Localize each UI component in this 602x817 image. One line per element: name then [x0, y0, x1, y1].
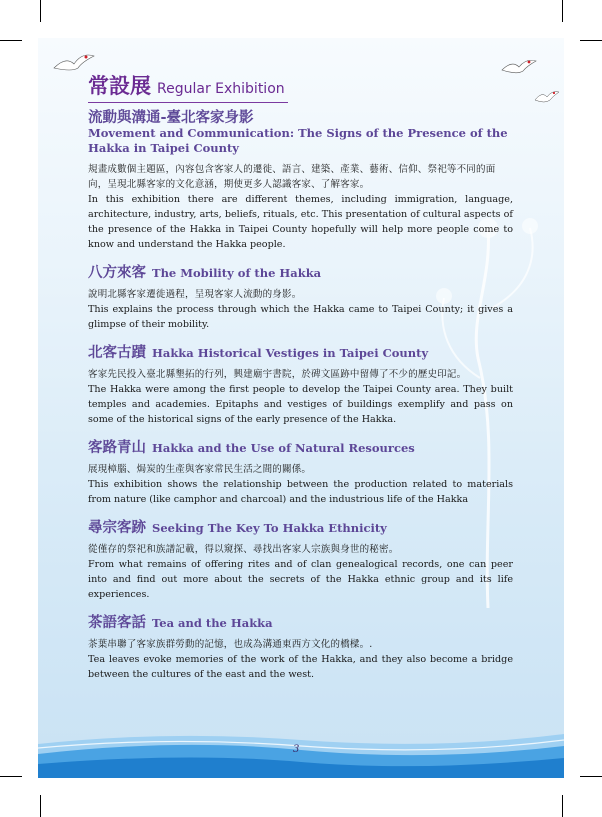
section	[88, 111, 513, 252]
section-heading-en: Seeking The Key To Hakka Ethnicity	[152, 521, 387, 535]
page-title-en: Regular Exhibition	[157, 81, 285, 97]
section	[88, 346, 513, 427]
section-text-zh: 客家先民投入臺北縣墾拓的行列，興建廟宇書院，於碑文區跡中留傳了不少的歷史印記。	[88, 369, 467, 380]
section-heading-zh: 茶語客話	[88, 615, 146, 631]
section-heading-zh: 尋宗客跡	[88, 520, 146, 536]
section	[88, 616, 513, 682]
section-heading-en: The Mobility of the Hakka	[152, 266, 322, 280]
page-title-zh: 常設展	[88, 74, 151, 98]
section-text-zh: 規畫成數個主題區，內容包含客家人的遷徙、語言、建築、產業、藝術、信仰、祭祀等不同的面向，呈現北縣客家的文化意涵，期使更多人認識客家、了解客家。	[88, 164, 496, 190]
crop-mark	[562, 0, 563, 22]
section-heading	[88, 111, 513, 156]
section-text-en: This explains the process through which the Hakka came to Taipei County; it gives a glimpse of their mobility.	[88, 304, 513, 330]
section-text-zh: 從僅存的祭祀和族譜記載，得以窺探、尋找出客家人宗族與身世的秘密。	[88, 544, 399, 555]
section-heading-en: Hakka and the Use of Natural Resources	[152, 441, 415, 455]
crop-mark	[0, 776, 22, 777]
section-heading	[88, 266, 513, 281]
section-text-zh: 茶葉串聯了客家族群勞動的記憶，也成為溝通東西方文化的橋樑。.	[88, 639, 373, 650]
section-heading-en: Tea and the Hakka	[152, 616, 273, 630]
section-text-en: The Hakka were among the first people to develop the Taipei County area. They built temples and academies. Epitaphs and vestiges of buildings exemplify and pass on some of the historical signs of the early presence of the Hakka.	[88, 384, 513, 425]
section-heading	[88, 441, 513, 456]
section-heading-zh: 客路青山	[88, 440, 146, 456]
section-heading-zh: 流動與溝通-臺北客家身影	[88, 110, 254, 126]
page	[38, 38, 564, 778]
section-heading	[88, 616, 513, 631]
section	[88, 521, 513, 602]
page-number: 3	[293, 744, 300, 755]
crop-mark	[40, 795, 41, 817]
section-heading-zh: 北客古蹟	[88, 345, 146, 361]
crop-mark	[580, 776, 602, 777]
section	[88, 441, 513, 507]
footer-wave	[38, 726, 564, 778]
section-text-en: Tea leaves evoke memories of the work of the Hakka, and they also become a bridge between the cultures of the east and the west.	[88, 654, 513, 680]
page-title	[88, 70, 288, 103]
section-text-en: This exhibition shows the relationship between the production related to materials from nature (like camphor and charcoal) and the industrious life of the Hakka	[88, 479, 513, 505]
crop-mark	[0, 40, 22, 41]
section-text-zh: 展現樟腦、焗炭的生產與客家常民生活之間的關係。	[88, 464, 312, 475]
section-heading-en: Movement and Communication: The Signs of the Presence of the Hakka in Taipei County	[88, 126, 508, 155]
crop-mark	[580, 40, 602, 41]
section	[88, 266, 513, 332]
content	[88, 70, 513, 682]
section-heading-zh: 八方來客	[88, 265, 146, 281]
section-heading	[88, 521, 513, 536]
crop-mark	[40, 0, 41, 22]
crop-mark	[562, 795, 563, 817]
crane-icon	[534, 88, 560, 110]
section-text-en: In this exhibition there are different themes, including immigration, language, architecture, industry, arts, beliefs, rituals, etc. This presentation of cultural aspects of the presence of the Hakka in Taipei County hopefully will help more people come to know and understand the Hakka people.	[88, 194, 513, 250]
section-heading-en: Hakka Historical Vestiges in Taipei County	[152, 346, 429, 360]
section-text-zh: 說明北縣客家遷徙過程，呈現客家人流動的身影。	[88, 289, 302, 300]
section-text-en: From what remains of offering rites and of clan genealogical records, one can peer into and find out more about the secrets of the Hakka ethnic group and its life experiences.	[88, 559, 513, 600]
section-heading	[88, 346, 513, 361]
